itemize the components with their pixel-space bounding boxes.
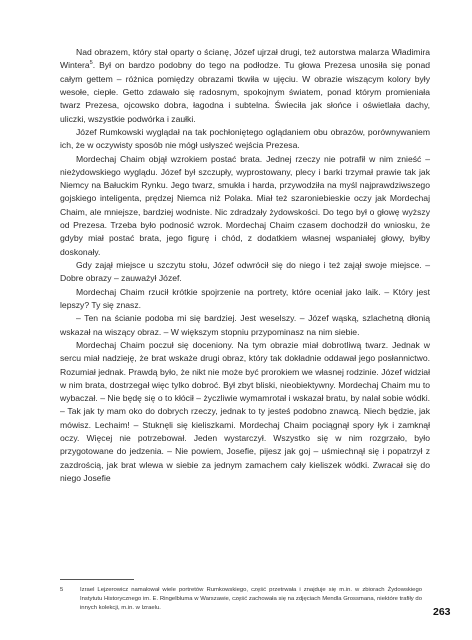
paragraph-7: Mordechaj Chaim poczuł się doceniony. Na tym obrazie miał dobrotliwą twarz. Jednak w sercu miał nadzieję, że brat wskaże drugi obraz, który tak dokładnie oddawał jego posłannictwo. Rozumiał jednak. Prawdą było, że nikt nie może być prorokiem we własnej rodzinie. Józef widział w nim brata, dostrzegał więc tylko dobroć. Był zbyt bliski, nieobiektywny. Mordechaj Chaim mu to wybaczał. – Nie będę się o to kłócił – życzliwie wymamrotał i wskazał bratu, by nalał sobie wódki. – Tak jak ty mam oko do dobrych rzeczy, jednak to ty jesteś podobno znawcą. Niech będzie, jak mówisz. Lechaim! – Stuknęli się kieliszkami. Mordechaj Chaim pociągnął spory łyk i zamknął oczy. Więcej nie potrzebował. Jeden wystarczył. Wszystko się w nim rozgrzało, było przygotowane do jedzenia. – Nie powiem, Josefie, pijesz jak goj – uśmiechnął się i popatrzył z zazdrością, jak brat wlewa w siebie za jednym zamachem cały kieliszek wódki. Zwracał się do niego Josefie	[60, 339, 430, 483]
footnote-divider	[60, 579, 134, 580]
paragraph-2: Józef Rumkowski wyglądał na tak pochłoniętego oglądaniem obu obrazów, porównywaniem ich, że w oczywisty sposób nie mógł usłyszeć wejścia Prezesa.	[60, 126, 430, 151]
paragraph-5: Mordechaj Chaim rzucił krótkie spojrzenie na portrety, które oceniał jako laik. – Który jest lepszy? Ty się znasz.	[60, 286, 430, 310]
footnote-text: Izrael Lejzerowicz namalował wiele portretów Rumkowskiego, część przetrwała i znajduje się m.in. w zbiorach Żydowskiego Instytutu Historycznego im. E. Ringelbluma w Warszawie, część zachowała się na zdjęciach Mendla Grossmana, niektóre trafiły do innych kolekcji, m.in. w Izraelu.	[80, 587, 422, 611]
footnote-number: 5	[60, 587, 64, 593]
paragraph-4: Gdy zajął miejsce u szczytu stołu, Józef odwrócił się do niego i też zajął swoje miejsce. – Dobre obrazy – zauważył Józef.	[60, 260, 430, 284]
body-text	[60, 46, 430, 485]
paragraph-3: Mordechaj Chaim objął wzrokiem postać brata. Jednej rzeczy nie potrafił w nim znieść – nieżydowskiego wyglądu. Józef był szczupły, wyprostowany, plecy i barki trzymał prawie tak jak Niemcy na Bałuckim Rynku. Jego twarz, smukła i harda, przywodziła na myśl najprawdziwszego gojskiego inteligenta, prędzej Niemca niż Polaka. Miał też szaroniebieskie oczy jak Mordechaj Chaim, ale mniejsze, bardziej wodniste. Nic zdradzały żydowskości. Do tego był o głowę wyższy od Prezesa. Trzeba było podnosić wzrok. Mordechaj Chaim czasem dochodził do wniosku, że gdyby miał postać brata, jego figurę i chód, z dodatkiem własnej wspaniałej głowy, byłby doskonały.	[60, 153, 430, 257]
page-number: 263	[433, 606, 451, 618]
footnote-reference: 5	[89, 60, 93, 67]
paragraph-6: – Ten na ścianie podoba mi się bardziej. Jest weselszy. – Józef wąską, szlachetną dłonią wskazał na wiszący obraz. – W większym stopniu przypominasz na nim siebie.	[60, 313, 430, 337]
footnote	[60, 586, 422, 613]
paragraph-1: Nad obrazem, który stał oparty o ścianę, Józef ujrzał drugi, też autorstwa malarza Władimira Wintera$^5$. Był on bardzo podobny do tego na podłodze. Tu głowa Prezesa unosiła się ponad całym gettem – różnica pomiędzy obrazami tkwiła w ujęciu. W obrazie wiszącym kolory były wesołe, ciepłe. Getto zdawało się radosnym, spokojnym światem, ponad którym promieniała twarz Prezesa, ojcowsko dobra, łagodna i subtelna. Świeciła jak słońce i oświetlała dachy, uliczki, wszystkie podwórka i zaułki.	[60, 47, 430, 124]
